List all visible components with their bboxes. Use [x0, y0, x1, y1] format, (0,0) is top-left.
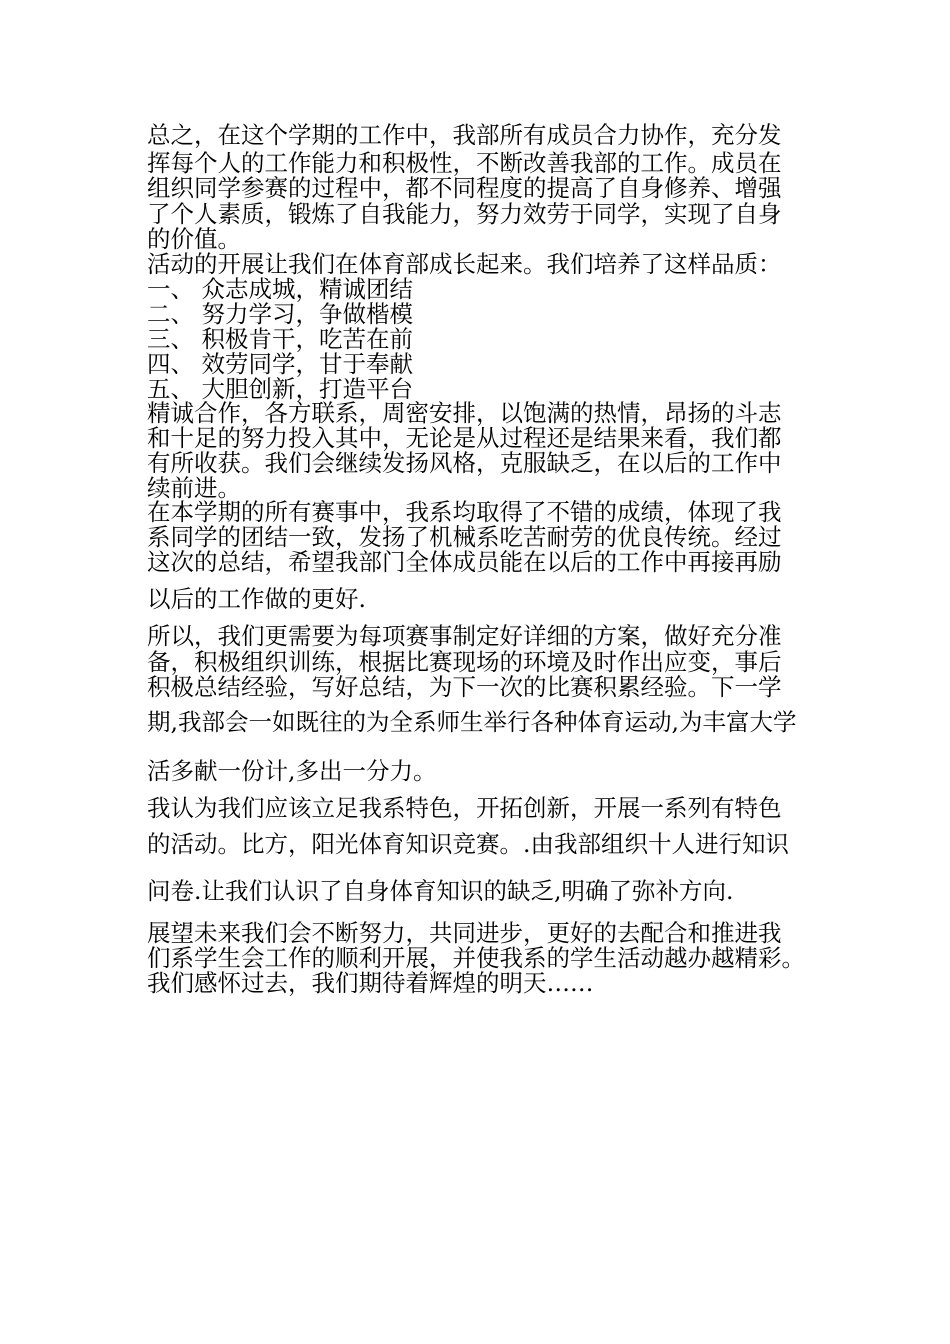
text-line: 续前进。 [147, 474, 241, 502]
text-line: 期,我部会一如既往的为全系师生举行各种体育运动,为丰富大学 [147, 708, 797, 736]
text-line: 了个人素质，锻炼了自我能力，努力效劳于同学，实现了自身 [147, 200, 782, 228]
text-line: 备，积极组织训练，根据比赛现场的环境及时作出应变，事后 [147, 648, 782, 676]
text-line: 挥每个人的工作能力和积极性，不断改善我部的工作。成员在 [147, 149, 782, 177]
text-line: 在本学期的所有赛事中，我系均取得了不错的成绩，体现了我 [147, 498, 782, 526]
text-line: 展望未来我们会不断努力，共同进步，更好的去配合和推进我 [147, 919, 782, 947]
list-item: 五、 大胆创新，打造平台 [147, 375, 413, 403]
text-line: 问卷.让我们认识了自身体育知识的缺乏,明确了弥补方向. [147, 877, 734, 905]
list-item: 四、 效劳同学，甘于奉献 [147, 350, 413, 378]
text-line: 和十足的努力投入其中，无论是从过程还是结果来看，我们都 [147, 424, 782, 452]
text-line: 们系学生会工作的顺利开展，并使我系的学生活动越办越精彩。 [147, 944, 805, 972]
text-line: 所以，我们更需要为每项赛事制定好详细的方案，做好充分准 [147, 622, 782, 650]
text-line: 我们感怀过去，我们期待着辉煌的明天…… [147, 969, 594, 997]
text-line: 的价值。 [147, 225, 241, 253]
text-line: 我认为我们应该立足我系特色，开拓创新，开展一系列有特色 [147, 794, 782, 822]
text-line: 活动的开展让我们在体育部成长起来。我们培养了这样品质： [147, 250, 782, 278]
text-line: 有所收获。我们会继续发扬风格，克服缺乏，在以后的工作中 [147, 449, 782, 477]
text-line: 系同学的团结一致，发扬了机械系吃苦耐劳的优良传统。经过 [147, 523, 782, 551]
text-line: 活多献一份计,多出一分力。 [147, 757, 437, 785]
text-line: 这次的总结，希望我部门全体成员能在以后的工作中再接再励 [147, 548, 782, 576]
text-line: 以后的工作做的更好. [147, 585, 366, 613]
list-item: 二、 努力学习，争做楷模 [147, 300, 413, 328]
list-item: 三、 积极肯干，吃苦在前 [147, 325, 413, 353]
text-line: 的活动。比方，阳光体育知识竞赛。.由我部组织十人进行知识 [147, 830, 789, 858]
list-item: 一、 众志成城，精诚团结 [147, 275, 413, 303]
text-line: 积极总结经验，写好总结，为下一次的比赛积累经验。下一学 [147, 673, 782, 701]
text-line: 组织同学参赛的过程中，都不同程度的提高了自身修养、增强 [147, 174, 782, 202]
text-line: 总之，在这个学期的工作中，我部所有成员合力协作，充分发 [147, 121, 782, 149]
text-line: 精诚合作，各方联系，周密安排，以饱满的热情，昂扬的斗志 [147, 399, 782, 427]
